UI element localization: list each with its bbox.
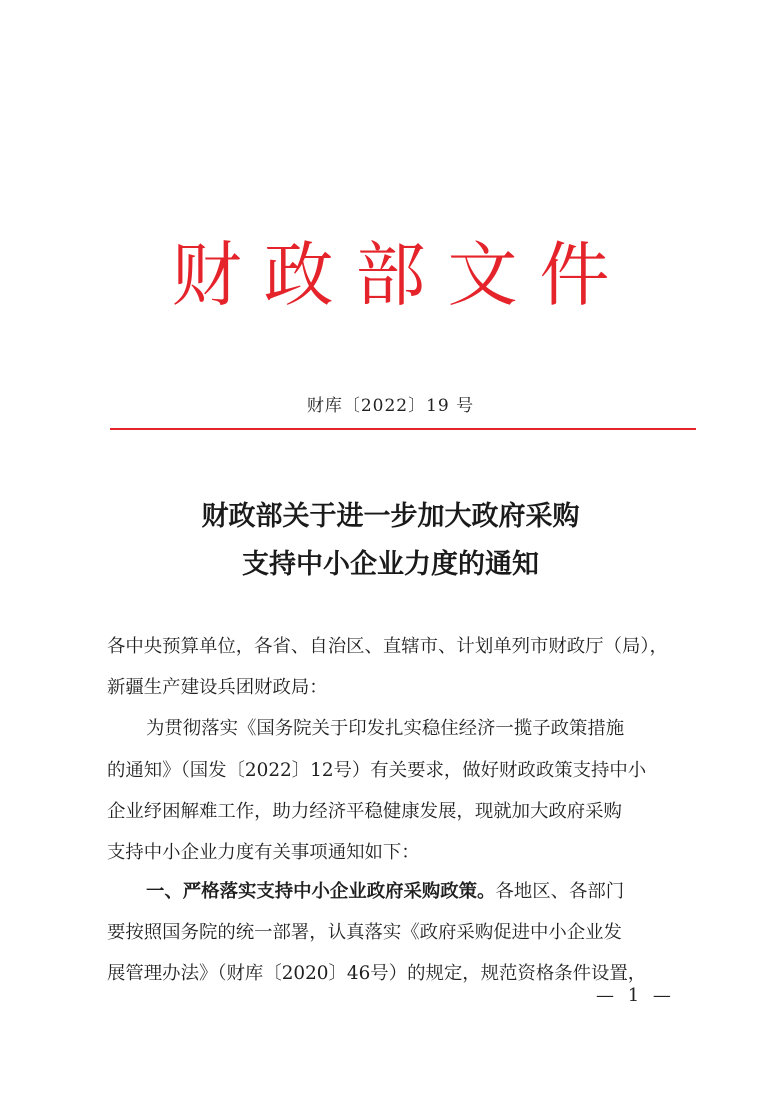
addressee-line2: 新疆生产建设兵团财政局： [107, 677, 328, 698]
paragraph1-line1: 为贯彻落实《国务院关于印发扎实稳住经济一揽子政策措施 [146, 718, 625, 739]
section1-title: 一、严格落实支持中小企业政府采购政策。 [146, 881, 496, 902]
paragraph1-line4: 支持中小企业力度有关事项通知如下： [107, 842, 420, 863]
section1-line3: 展管理办法》（财库〔2020〕46号）的规定，规范资格条件设置， [107, 963, 647, 984]
red-separator-line [110, 428, 696, 430]
document-title-line2: 支持中小企业力度的通知 [242, 549, 539, 580]
section1-line2: 要按照国务院的统一部署，认真落实《政府采购促进中小企业发 [107, 922, 622, 943]
paragraph1-line2: 的通知》（国发〔2022〕12号）有关要求，做好财政政策支持中小 [107, 760, 647, 781]
document-title-line1: 财政部关于进一步加大政府采购 [201, 501, 580, 532]
page-number: — 1 — [596, 985, 675, 1006]
masthead-title: 财政部文件 [171, 234, 632, 316]
paragraph1-line3: 企业纾困解难工作，助力经济平稳健康发展，现就加大政府采购 [107, 801, 622, 822]
document-number: 财库〔2022〕19 号 [306, 396, 475, 416]
section1-line1-text: 各地区、各部门 [495, 881, 625, 902]
addressee-line1: 各中央预算单位，各省、自治区、直辖市、计划单列市财政厅（局）， [107, 636, 668, 657]
section1-line1 [146, 879, 726, 905]
